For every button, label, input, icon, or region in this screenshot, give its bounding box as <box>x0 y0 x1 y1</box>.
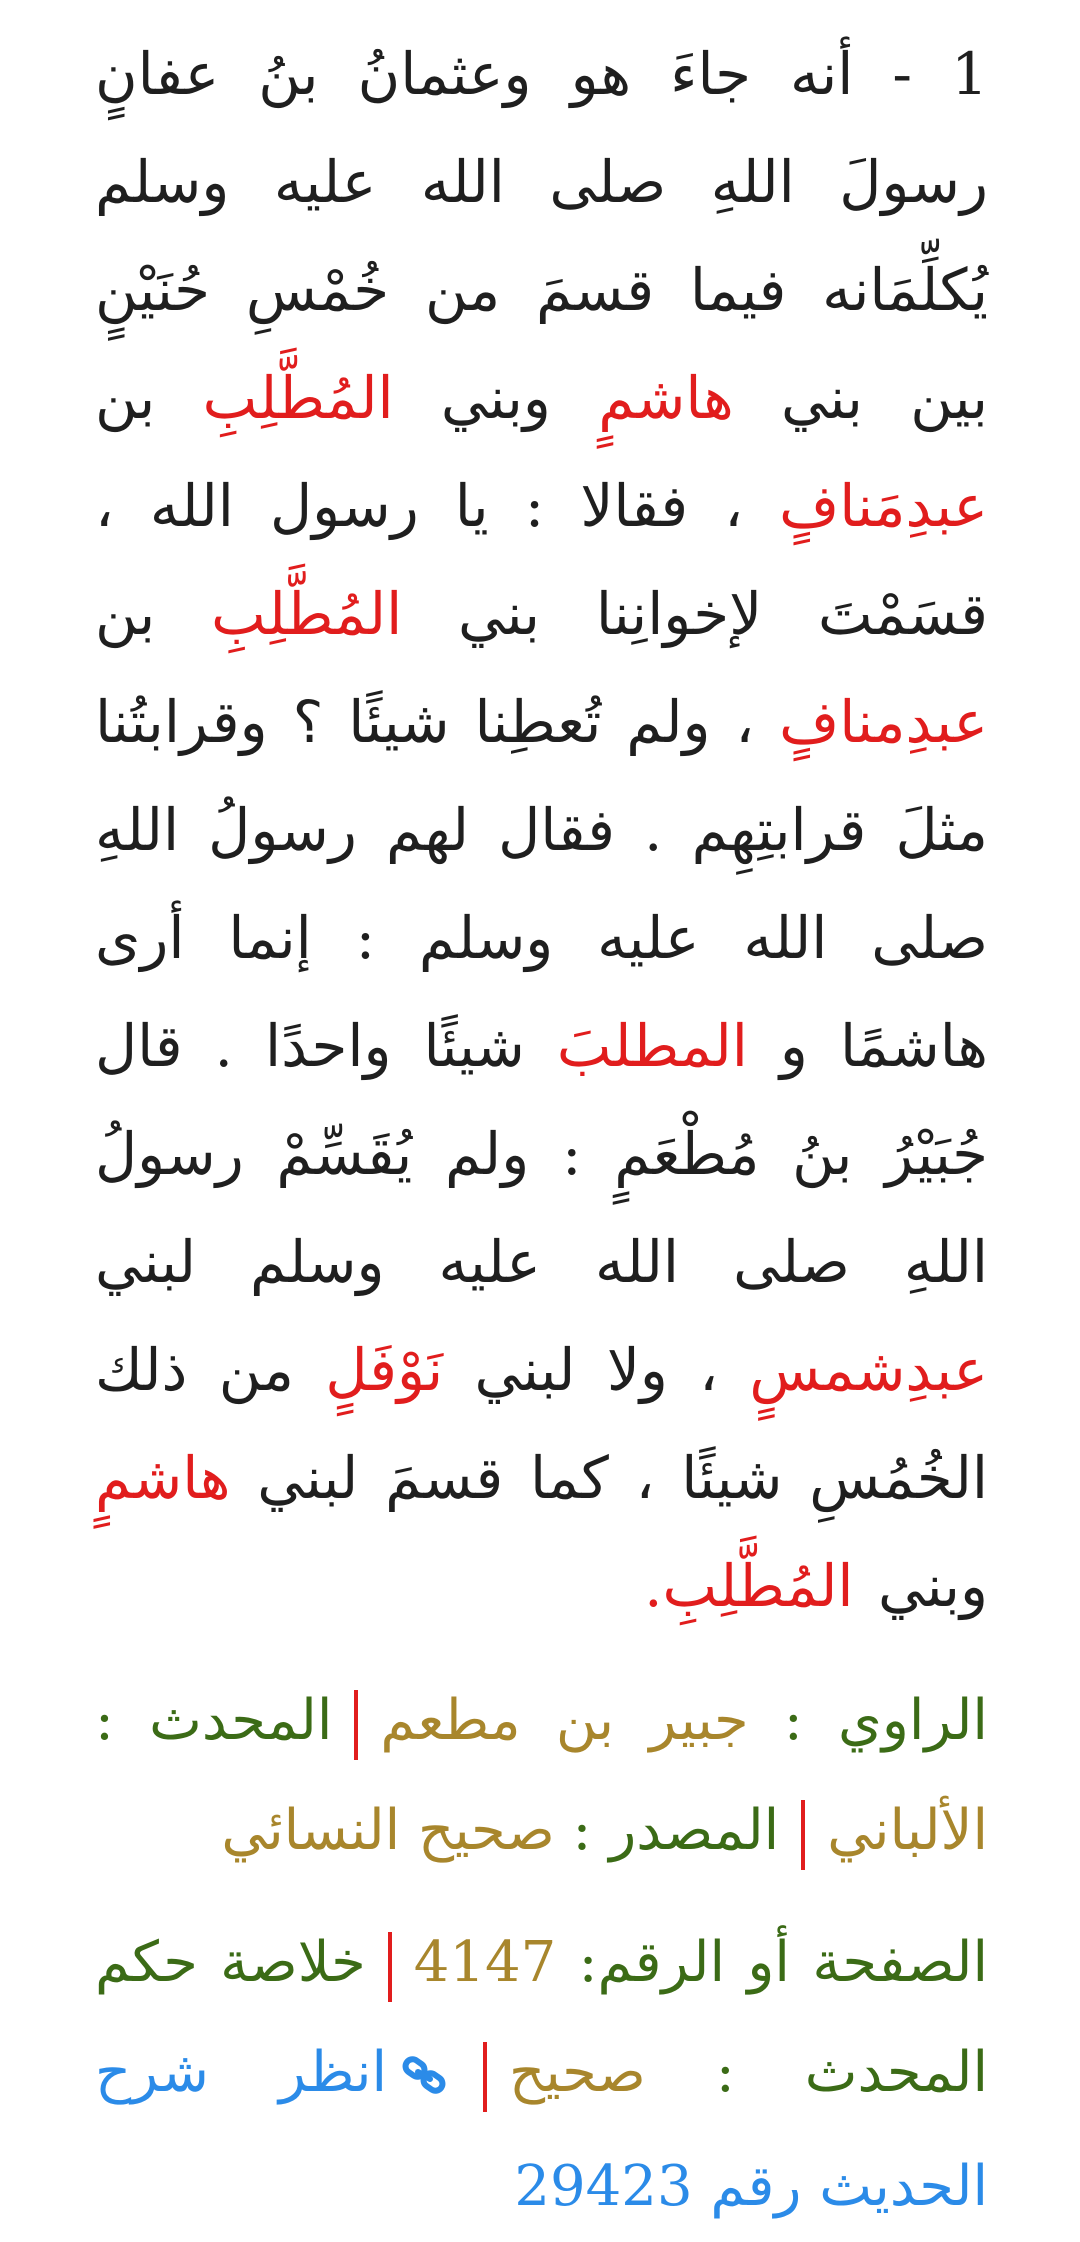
ruling-value: صحيح <box>509 2040 646 2105</box>
source-label: المصدر : <box>554 1798 780 1863</box>
narrator-label: الراوي : <box>748 1688 988 1753</box>
highlighted-name-abdshams[interactable]: عبدِشمسٍ <box>749 1336 988 1404</box>
hadith-segment: أنه جاءَ هو وعثمانُ بنُ عفانٍ رسولَ اللهِ صلى الله عليه وسلم يُكلِّمَانه فيما قسمَ من خُمْسِ حُنَيْنٍ بين بني <box>95 40 989 432</box>
ruling-label: خلاصة حكم المحدث : <box>95 1930 989 2105</box>
hadith-segment: ، ولا لبني <box>443 1336 750 1404</box>
link-chain-icon[interactable] <box>401 2022 447 2132</box>
hadith-segment: بن <box>95 580 212 648</box>
hadith-explanation-link[interactable]: انظر شرح الحديث رقم 29423 <box>95 2040 988 2219</box>
source-value: صحيح النسائي <box>221 1798 555 1863</box>
separator-bar <box>483 2042 487 2112</box>
highlighted-name-nawfal[interactable]: نَوْفَلٍ <box>325 1336 444 1404</box>
hadith-segment: شيئًا واحدًا . قال جُبَيْرُ بنُ مُطْعَمٍ : ولم يُقَسِّمْ رسولُ اللهِ صلى الله عليه وسلم لبني <box>95 1012 988 1296</box>
hadith-number: 1 <box>951 40 988 108</box>
page-number-value: 4147 <box>413 1930 557 1995</box>
hadith-segment: ، فقالا : يا رسول الله ، قسَمْتَ لإخوانِنا بني <box>95 472 988 648</box>
highlighted-name-muttalib[interactable]: المُطَّلِبِ <box>202 364 394 432</box>
separator-bar <box>354 1690 358 1760</box>
muhaddith-value: الألباني <box>827 1798 988 1863</box>
hadith-segment: ، ولم تُعطِنا شيئًا ؟ وقرابتُنا مثلَ قرابتِهِم . فقال لهم رسولُ اللهِ صلى الله عليه وسلم : إنما أرى هاشمًا و <box>95 688 988 1080</box>
highlighted-name-abdmanaf[interactable]: عبدِمنافٍ <box>779 688 988 756</box>
separator-bar <box>801 1800 805 1870</box>
muhaddith-label: المحدث : <box>95 1688 333 1753</box>
highlighted-name-muttalib[interactable]: المطلبَ <box>556 1012 748 1080</box>
highlighted-name-muttalib[interactable]: المُطَّلِبِ. <box>644 1552 854 1620</box>
page-number-label: الصفحة أو الرقم: <box>556 1930 988 1995</box>
hadith-segment: من ذلك الخُمُسِ شيئًا ، كما قسمَ لبني <box>95 1336 988 1512</box>
highlighted-name-muttalib[interactable]: المُطَّلِبِ <box>211 580 403 648</box>
separator-bar <box>388 1932 392 2002</box>
hadith-page <box>95 20 988 2242</box>
highlighted-name-hashim[interactable]: هاشمٍ <box>598 364 734 432</box>
hadith-info-block <box>95 1666 988 1886</box>
narrator-value: جبير بن مطعم <box>380 1688 749 1753</box>
hadith-segment: وبني <box>853 1552 988 1620</box>
hadith-dash: - <box>853 40 952 108</box>
highlighted-name-hashim[interactable]: هاشمٍ <box>95 1444 231 1512</box>
hadith-segment: بن <box>95 364 203 432</box>
hadith-segment: وبني <box>393 364 599 432</box>
highlighted-name-abdmanaf[interactable]: عبدِمَنافٍ <box>779 472 988 540</box>
hadith-ruling-block <box>95 1908 988 2242</box>
hadith-text <box>95 20 988 1640</box>
